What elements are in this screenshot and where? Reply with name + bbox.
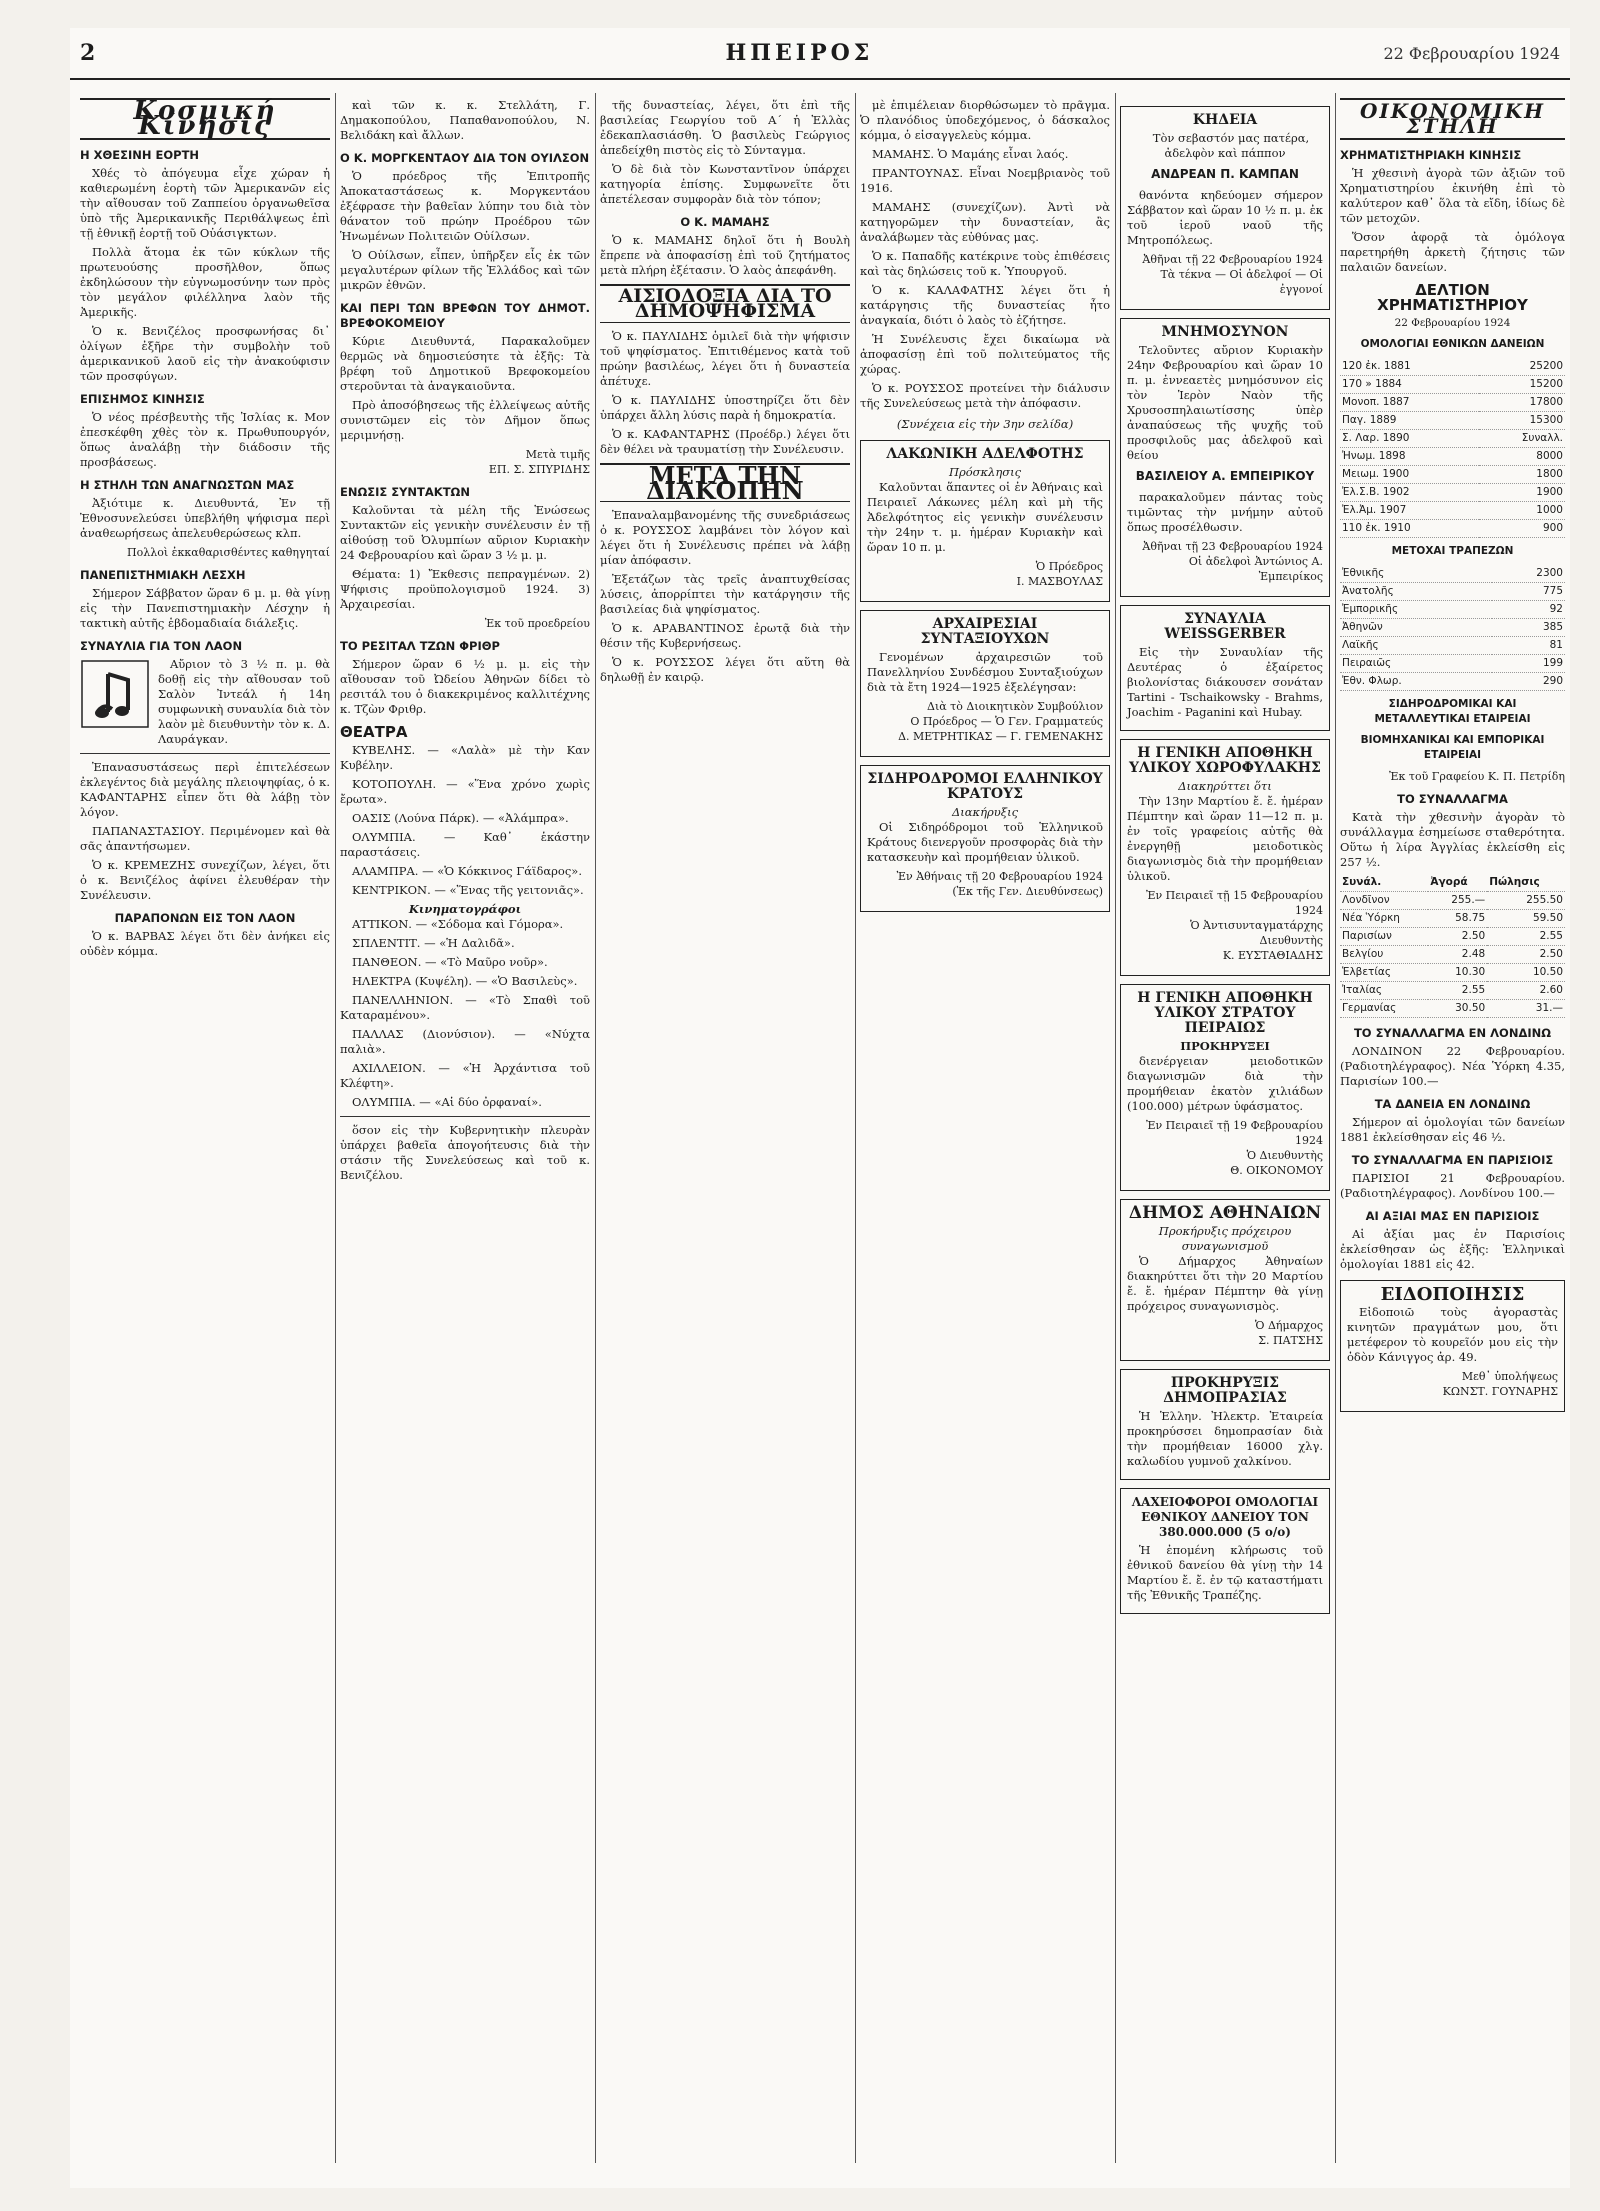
headline: ΧΡΗΜΑΤΙΣΤΗΡΙΑΚΗ ΚΙΝΗΣΙΣ <box>1340 148 1522 162</box>
continued-note: (Συνέχεια εἰς τὴν 3ην σελίδα) <box>896 417 1074 431</box>
headline: Ο Κ. ΜΑΜΑΗΣ <box>680 215 770 229</box>
banks-table <box>1340 565 1565 691</box>
column-3 <box>600 98 850 2158</box>
article-text: Ἀξιότιμε κ. Διευθυντά, Ἐν τῇ Ἐθνοσυνελεύσει ὑπεβλήθη ψήφισμα περὶ ἀναθεωρήσεως ἀπελευθερώσεως κλπ. <box>80 496 330 540</box>
listing: ΚΕΝΤΡΙΚΟΝ. — «Ἕνας τῆς γειτονιᾶς». <box>352 883 584 897</box>
row-label: Παρισίων <box>1340 928 1428 946</box>
table-row <box>1340 502 1565 520</box>
listing: ΚΥΒΕΛΗΣ. — «Λαλὰ» μὲ τὴν Καν Κυβέλην. <box>340 743 590 772</box>
article-text: Ὁ κ. ΠΑΥΛΙΔΗΣ ὑποστηρίζει ὅτι δὲν ὑπάρχει ἄλλη λύσις παρὰ ἡ δημοκρατία. <box>600 393 850 422</box>
article-text: μὲ ἐπιμέλειαν διορθώσωμεν τὸ πρᾶγμα. Ὁ πλανόδιος ὑποδεχόμενος, ὁ δάσκαλος κόμμα, ὁ εἰσαγγελεὺς κόμμα. <box>860 98 1110 142</box>
row-value: 2.50 <box>1487 946 1565 964</box>
newspaper-name: ΗΠΕΙΡΟΣ <box>725 40 874 66</box>
article-text: Ὅσον ἀφορᾷ τὰ ὁμόλογα παρετηρήθη ἀρκετὴ ζήτησις τῶν παλαιῶν δανείων. <box>1340 230 1565 274</box>
notice-text: Γενομένων ἀρχαιρεσιῶν τοῦ Πανελληνίου Συνδέσμου Συνταξιούχων διὰ τὰ ἔτη 1924—1925 ἐξελέγησαν: <box>867 650 1103 694</box>
deceased-name: ΒΑΣΙΛΕΙΟΥ Α. ΕΜΠΕΙΡΙΚΟΥ <box>1135 469 1315 483</box>
row-value: 385 <box>1492 619 1565 637</box>
row-label: Ἠνωμ. 1898 <box>1340 448 1479 466</box>
article-text: Ὁ δὲ διὰ τὸν Κωνσταντῖνον ὑπάρχει κατηγορία ἐπίσης. Συμφωνεῖτε ὅτι ἀπετέλεσαν συμφορὰν διὰ τὸν τόπον; <box>600 162 850 206</box>
article-text: Ὁ Οὐίλσων, εἶπεν, ὑπῆρξεν εἷς ἐκ τῶν μεγαλυτέρων φίλων τῆς Ἑλλάδος καὶ τῶν μικρῶν ἐθνῶν. <box>340 248 590 292</box>
notice-box <box>1120 1369 1330 1480</box>
signature: Μετὰ τιμῆς ΕΠ. Σ. ΣΠΥΡΙΔΗΣ <box>488 448 590 476</box>
banner-headline: ΜΕΤΑ ΤΗΝ ΔΙΑΚΟΠΗΝ <box>600 463 850 502</box>
row-label: Ἐθν. Φλωρ. <box>1340 673 1492 691</box>
column-6 <box>1340 98 1565 2158</box>
table-row <box>1340 964 1565 982</box>
article-text: Αὔριον τὸ 3 ½ π. μ. θὰ δοθῇ εἰς τὴν αἴθουσαν τοῦ Σαλὸν Ἰντεάλ ἡ 14η συμφωνικὴ συναυλία διὰ τὸν λαὸν μὲ διευθυντὴν τὸν κ. Δ. Λαυράγκαν. <box>158 657 330 746</box>
section-title-social: Κοσμική Κίνησις <box>80 98 330 140</box>
notice-box <box>860 610 1110 757</box>
issue-date: 22 Φεβρουαρίου 1924 <box>1383 43 1560 63</box>
notice-text: Ἡ Ἑλλην. Ἠλεκτρ. Ἑταιρεία προκηρύσσει δημοπρασίαν διὰ τὴν προμήθειαν 16000 χλγ. καλωδίου γυμνοῦ χαλκίνου. <box>1127 1409 1323 1468</box>
table-row <box>1340 910 1565 928</box>
listing: ΟΛΥΜΠΙΑ. — «Αἱ δύο ὀρφαναί». <box>352 1095 542 1109</box>
row-value: 59.50 <box>1487 910 1565 928</box>
table-row <box>1340 358 1565 376</box>
article-text: ΜΑΜΑΗΣ. Ὁ Μαμάης εἶναι λαός. <box>872 147 1069 161</box>
row-label: Βελγίου <box>1340 946 1428 964</box>
table-row <box>1340 412 1565 430</box>
notice-text: διενέργειαν μειοδοτικῶν διαγωνισμῶν διὰ τὴν προμήθειαν ἑκατὸν χιλιάδων (100.000) μέτρων ὑφάσματος. <box>1127 1054 1323 1113</box>
signature: Ἐν Ἀθήναις τῇ 20 Φεβρουαρίου 1924 (Ἐκ τῆς Γεν. Διευθύνσεως) <box>896 870 1103 898</box>
article-text: ΠΑΡΙΣΙΟΙ 21 Φεβρουαρίου. (Ραδιοτηλέγραφος). Λονδίνου 100.— <box>1340 1171 1565 1200</box>
article-text: Κατὰ τὴν χθεσινὴν ἀγορὰν τὸ συνάλλαγμα ἐσημείωσε σταθερότητα. Οὕτω ἡ λίρα Ἀγγλίας ἐκλείσθη εἰς 257 ½. <box>1340 810 1565 869</box>
row-value: 290 <box>1492 673 1565 691</box>
table-heading: ΟΜΟΛΟΓΙΑΙ ΕΘΝΙΚΩΝ ΔΑΝΕΙΩΝ <box>1360 338 1545 350</box>
article-text: καὶ τῶν κ. κ. Στελλάτη, Γ. Δημακοπούλου, Παπαθανοπούλου, Ν. Βελιδάκη καὶ ἄλλων. <box>340 98 590 142</box>
notice-box <box>1120 1488 1330 1614</box>
music-note-icon <box>80 659 150 729</box>
newspaper-page <box>70 28 1570 2188</box>
notice-title: ΛΑΧΕΙΟΦΟΡΟΙ ΟΜΟΛΟΓΙΑΙ ΕΘΝΙΚΟΥ ΔΑΝΕΙΟΥ ΤΟΝ 380.000.000 (5 ο/ο) <box>1131 1495 1319 1539</box>
article-text: ΛΟΝΔΙΝΟΝ 22 Φεβρουαρίου. (Ραδιοτηλέγραφος). Νέα Ὑόρκη 4.35, Παρισίων 100.— <box>1340 1044 1565 1088</box>
signature: Διὰ τὸ Διοικητικὸν Συμβούλιον Ο Πρόεδρος — Ὁ Γεν. Γραμματεύς Δ. ΜΕΤΡΗΤΙΚΑΣ — Γ. ΓΕΜΕΝΑΚΗΣ <box>898 700 1103 743</box>
notice-text: Οἱ Σιδηρόδρομοι τοῦ Ἑλληνικοῦ Κράτους διενεργοῦν προσφορὰς διὰ τὴν κατασκευὴν καὶ προμήθειαν ὑλικοῦ. <box>867 820 1103 864</box>
row-label: Ἐθνικῆς <box>1340 565 1492 583</box>
notice-title: ΣΥΝΑΥΛΙΑ WEISSGERBER <box>1164 611 1286 642</box>
headline: Η ΧΘΕΣΙΝΗ ΕΟΡΤΗ <box>80 148 200 162</box>
article-text: Ὁ κ. ΡΟΥΣΣΟΣ προτείνει τὴν διάλυσιν τῆς Συνελεύσεως μετὰ τὴν ἀπόφασιν. <box>860 381 1110 410</box>
theatre-heading: ΘΕΑΤΡΑ <box>340 723 408 741</box>
row-label: Παγ. 1889 <box>1340 412 1479 430</box>
listing: ΑΛΑΜΠΡΑ. — «Ὁ Κόκκινος Γάϊδαρος». <box>352 864 582 878</box>
signature: Ἐν Πειραιεῖ τῇ 15 Φεβρουαρίου 1924 Ὁ Ἀντισυνταγματάρχης Διευθυντὴς Κ. ΕΥΣΤΑΘΙΑΔΗΣ <box>1146 889 1323 962</box>
row-value: 1000 <box>1479 502 1565 520</box>
notice-text: Τὸν σεβαστόν μας πατέρα, ἀδελφὸν καὶ πάππον <box>1152 131 1310 160</box>
row-value: 10.30 <box>1428 964 1487 982</box>
row-label: Ἰταλίας <box>1340 982 1428 1000</box>
listing: ΣΠΛΕΝΤΙΤ. — «Ἡ Δαλιδᾶ». <box>352 936 515 950</box>
article-text: Ἐξετάζων τὰς τρεῖς ἀναπτυχθείσας λύσεις, ἀπορρίπτει τὴν κατάργησιν τῆς βασιλείας διὰ ψηφίσματος. <box>600 572 850 616</box>
row-value: 81 <box>1492 637 1565 655</box>
table-heading: ΒΙΟΜΗΧΑΝΙΚΑΙ ΚΑΙ ΕΜΠΟΡΙΚΑΙ ΕΤΑΙΡΕΙΑΙ <box>1360 734 1545 761</box>
table-row <box>1340 394 1565 412</box>
notice-title: Η ΓΕΝΙΚΗ ΑΠΟΘΗΚΗ ΥΛΙΚΟΥ ΧΩΡΟΦΥΛΑΚΗΣ <box>1129 745 1321 776</box>
table-row <box>1340 619 1565 637</box>
masthead <box>70 28 1570 80</box>
notice-subtitle: Διακήρυξις <box>951 805 1019 819</box>
article-text: Ὁ κ. ΚΑΦΑΝΤΑΡΗΣ (Προέδρ.) λέγει ὅτι δὲν θέλει νὰ τραυματίσῃ τὴν Συνέλευσιν. <box>600 427 850 456</box>
row-label: Ἐλ.Σ.Β. 1902 <box>1340 484 1479 502</box>
article-text: Ὁ κ. ΚΡΕΜΕΖΗΣ συνεχίζων, λέγει, ὅτι ὁ κ. Βενιζέλος ἀφίνει ἐλευθέραν τὴν Συνέλευσιν. <box>80 858 330 902</box>
column-rule <box>1115 93 1116 2163</box>
signature: Ἀθῆναι τῇ 23 Φεβρουαρίου 1924 Οἱ ἀδελφοὶ Ἀντώνιος Α. Ἐμπειρίκος <box>1142 540 1323 583</box>
row-label: Ἀνατολῆς <box>1340 583 1492 601</box>
notice-text: Τὴν 13ην Μαρτίου ἔ. ἔ. ἡμέραν Πέμπτην καὶ ὥραν 11—12 π. μ. ἐν τοῖς γραφείοις αὐτῆς θὰ ἐνεργηθῇ μειοδοτικὸς διαγωνισμὸς διὰ τὴν προμήθειαν ὑλικοῦ. <box>1127 794 1323 883</box>
table-row <box>1340 520 1565 538</box>
deceased-name: ΑΝΔΡΕΑΝ Π. ΚΑΜΠΑΝ <box>1151 167 1299 181</box>
notice-text: Ἡ ἐπομένη κλήρωσις τοῦ ἐθνικοῦ δανείου θὰ γίνῃ τὴν 14 Μαρτίου ἔ. ἔ. ἐν τῷ καταστήματι τῆς Ἐθνικῆς Τραπέζης. <box>1127 1543 1323 1602</box>
article-text: Ὁ κ. ΚΑΛΑΦΑΤΗΣ λέγει ὅτι ἡ κατάργησις τῆς δυναστείας ἦτο ἀναγκαία, διότι ὁ λαὸς τὸ ἐζήτησε. <box>860 283 1110 327</box>
notice-subtitle: Προκήρυξις πρόχειρου συναγωνισμοῦ <box>1158 1224 1292 1253</box>
row-value: 775 <box>1492 583 1565 601</box>
headline: ΣΥΝΑΥΛΙΑ ΓΙΑ ΤΟΝ ΛΑΟΝ <box>80 639 243 653</box>
table-row <box>1340 655 1565 673</box>
article-text: Ὁ κ. ΑΡΑΒΑΝΤΙΝΟΣ ἐρωτᾷ διὰ τὴν θέσιν τῆς Κυβερνήσεως. <box>600 621 850 650</box>
headline: ΤΟ ΣΥΝΑΛΛΑΓΜΑ ΕΝ ΠΑΡΙΣΙΟΙΣ <box>1351 1153 1554 1167</box>
table-row <box>1340 430 1565 448</box>
row-label: 110 ἐκ. 1910 <box>1340 520 1479 538</box>
notice-title: ΜΝΗΜΟΣΥΝΟΝ <box>1161 324 1289 340</box>
signature: Μεθ᾽ ὑπολήψεως ΚΩΝΣΤ. ΓΟΥΝΑΡΗΣ <box>1442 1370 1558 1398</box>
row-value: 255.— <box>1428 892 1487 910</box>
column-5 <box>1120 98 1330 2158</box>
column-header: Ἀγορά <box>1428 874 1487 892</box>
listing: ΚΟΤΟΠΟΥΛΗ. — «Ἕνα χρόνο χωρὶς ἔρωτα». <box>340 777 590 806</box>
table-heading: ΜΕΤΟΧΑΙ ΤΡΑΠΕΖΩΝ <box>1391 545 1514 557</box>
row-value: Συναλλ. <box>1479 430 1565 448</box>
notice-box <box>860 765 1110 912</box>
row-value: 1800 <box>1479 466 1565 484</box>
column-4 <box>860 98 1110 2158</box>
row-value: 25200 <box>1479 358 1565 376</box>
row-label: Λονδῖνον <box>1340 892 1428 910</box>
table-row <box>1340 601 1565 619</box>
notice-subtitle: Διακηρύττει ὅτι <box>1178 779 1272 793</box>
notice-box <box>1120 605 1330 731</box>
table-row <box>1340 448 1565 466</box>
listing: ΠΑΛΛΑΣ (Διονύσιον). — «Νύχτα παλιὰ». <box>340 1027 590 1056</box>
row-label: 170 » 1884 <box>1340 376 1479 394</box>
row-value: 900 <box>1479 520 1565 538</box>
row-label: Μειωμ. 1900 <box>1340 466 1479 484</box>
article-text: ὅσον εἰς τὴν Κυβερνητικὴν πλευρὰν ὑπάρχει βαθεῖα ἀπογοήτευσις διὰ τὴν στάσιν τῆς Συνελεύσεως καὶ τοῦ κ. Βενιζέλου. <box>340 1123 590 1182</box>
row-value: 2.50 <box>1428 928 1487 946</box>
row-label: Ἑλβετίας <box>1340 964 1428 982</box>
article-text: Αἱ ἀξίαι μας ἐν Παρισίοις ἐκλείσθησαν ὡς ἑξῆς: Ἑλληνικαὶ ὁμολογίαι 1881 εἰς 42. <box>1340 1227 1565 1271</box>
notice-text: Καλοῦνται ἅπαντες οἱ ἐν Ἀθήναις καὶ Πειραιεῖ Λάκωνες μέλη καὶ μὴ τῆς Ἀδελφότητος εἰς γενικὴν συνέλευσιν τὴν 24ην τ. μ. ἡμέραν Κυριακὴν καὶ ὥραν 10 π. μ. <box>867 480 1103 554</box>
signature: Ἐκ τοῦ προεδρείου <box>484 617 590 630</box>
table-row <box>1340 892 1565 910</box>
article-text: Ὁ κ. ΒΑΡΒΑΣ λέγει ὅτι δὲν ἀνήκει εἰς οὐδὲν κόμμα. <box>80 929 330 958</box>
article-text: Ὁ κ. ΠΑΥΛΙΔΗΣ ὁμιλεῖ διὰ τὴν ψήφισιν τοῦ ψηφίσματος. Ἐπιτιθέμενος κατὰ τοῦ πρώην βασιλέως, λέγει ὅτι ἡ δυναστεία ἀπέτυχε. <box>600 329 850 388</box>
signature: Ἀθῆναι τῇ 22 Φεβρουαρίου 1924 Τὰ τέκνα — Οἱ ἀδελφοί — Οἱ ἐγγονοί <box>1142 253 1323 296</box>
notice-text: παρακαλοῦμεν πάντας τοὺς τιμῶντας τὴν μνήμην αὐτοῦ ὅπως προσέλθωσιν. <box>1127 490 1323 534</box>
table-row <box>1340 946 1565 964</box>
divider <box>80 753 330 754</box>
notice-box <box>860 440 1110 602</box>
article-text: ΠΡΑΝΤΟΥΝΑΣ. Εἶναι Νοεμβριανὸς τοῦ 1916. <box>860 166 1110 195</box>
article-text: Ἡ χθεσινὴ ἀγορὰ τῶν ἀξιῶν τοῦ Χρηματιστηρίου ἐκινήθη ἐπὶ τὸ καλύτερον καθ᾽ ὅλα τὰ εἴδη, ἰδίως δὲ τῶν μετοχῶν. <box>1340 166 1565 225</box>
headline: ΕΝΩΣΙΣ ΣΥΝΤΑΚΤΩΝ <box>340 485 470 499</box>
signature: Πολλοὶ ἐκκαθαρισθέντες καθηγηταί <box>127 546 330 559</box>
headline: ΠΑΡΑΠΟΝΩΝ ΕΙΣ ΤΟΝ ΛΑΟΝ <box>114 911 296 925</box>
row-label: Νέα Ὑόρκη <box>1340 910 1428 928</box>
table-row <box>1340 484 1565 502</box>
listing: ΗΛΕΚΤΡΑ (Κυψέλη). — «Ὁ Βασιλεὺς». <box>352 974 578 988</box>
article-text: Πρὸ ἀποσόβησεως τῆς ἐλλείψεως αὐτῆς συνιστῶμεν εἰς τὸν Δῆμον ὅπως μεριμνήσῃ. <box>340 398 590 442</box>
table-row <box>1340 1000 1565 1018</box>
exchange-table <box>1340 874 1565 1018</box>
notice-title: ΕΙΔΟΠΟΙΗΣΙΣ <box>1380 1284 1525 1305</box>
article-text: Ἐπαναλαμβανομένης τῆς συνεδριάσεως ὁ κ. ΡΟΥΣΣΟΣ λαμβάνει τὸν λόγον καὶ λέγει ὅτι ἡ Συνέλευσις πρέπει νὰ λάβῃ μίαν ἀπόφασιν. <box>600 508 850 567</box>
notice-title: ΔΗΜΟΣ ΑΘΗΝΑΙΩΝ <box>1128 1203 1322 1223</box>
column-2 <box>340 98 590 2158</box>
row-label: Λαϊκῆς <box>1340 637 1492 655</box>
table-row <box>1340 583 1565 601</box>
notice-title: ΚΗΔΕΙΑ <box>1192 112 1258 128</box>
section-title-economy: ΟΙΚΟΝΟΜΙΚΗ ΣΤΗΛΗ <box>1340 98 1565 140</box>
column-header: Συνάλ. <box>1340 874 1428 892</box>
divider <box>340 1116 590 1117</box>
row-value: 17800 <box>1479 394 1565 412</box>
column-rule <box>855 93 856 2163</box>
notice-text: θανόντα κηδεύομεν σήμερον Σάββατον καὶ ὥραν 10 ½ π. μ. ἐκ τοῦ ἱεροῦ ναοῦ τῆς Μητροπόλεως. <box>1127 188 1323 247</box>
listing: ΑΤΤΙΚΟΝ. — «Σόδομα καὶ Γόμορα». <box>352 917 564 931</box>
column-rule <box>595 93 596 2163</box>
notice-title: ΠΡΟΚΗΡΥΞΙΣ ΔΗΜΟΠΡΑΣΙΑΣ <box>1163 1375 1287 1406</box>
article-text: Ὁ κ. ΜΑΜΑΗΣ δηλοῖ ὅτι ἡ Βουλὴ ἔπρεπε νὰ ἀποφασίσῃ ἐπὶ τοῦ ζητήματος μετὰ πλήρη ἐξέτασιν. Ὁ λαὸς ἀπεφάνθη. <box>600 233 850 277</box>
article-text: Σήμερον αἱ ὁμολογίαι τῶν δανείων 1881 ἐκλείσθησαν εἰς 46 ½. <box>1340 1115 1565 1144</box>
headline: ΕΠΙΣΗΜΟΣ ΚΙΝΗΣΙΣ <box>80 392 205 406</box>
row-label: Μονοπ. 1887 <box>1340 394 1479 412</box>
row-value: 31.— <box>1487 1000 1565 1018</box>
notice-text: Εἰδοποιῶ τοὺς ἀγοραστὰς κινητῶν πραγμάτων μου, ὅτι μετέφερον τὸ κουρεῖόν μου εἰς τὴν ὁδὸν Κάνιγγος ἀρ. 49. <box>1347 1305 1558 1364</box>
column-header: Πώλησις <box>1487 874 1565 892</box>
notice-title: ΣΙΔΗΡΟΔΡΟΜΟΙ ΕΛΛΗΝΙΚΟΥ ΚΡΑΤΟΥΣ <box>867 771 1103 802</box>
notice-box <box>1120 318 1330 597</box>
column-rule <box>1335 93 1336 2163</box>
bulletin-date: 22 Φεβρουαρίου 1924 <box>1394 317 1511 329</box>
article-text: Θέματα: 1) Ἔκθεσις πεπραγμένων. 2) Ψήφισις προϋπολογισμοῦ 1924. 3) Ἀρχαιρεσίαι. <box>340 567 590 611</box>
listing: ΟΑΣΙΣ (Λούνα Πάρκ). — «Ἀλάμπρα». <box>352 811 569 825</box>
row-value: 199 <box>1492 655 1565 673</box>
article-text: Πολλὰ ἄτομα ἐκ τῶν κύκλων τῆς πρωτευούσης προσῆλθον, ὅπως ἐκδηλώσουν τὴν εὐγνωμοσύνην των πρὸς τὸν μεγάλον φιλέλληνα λαὸν τῆς Ἀμερικῆς. <box>80 245 330 319</box>
page-number: 2 <box>80 40 96 66</box>
column-rule <box>335 93 336 2163</box>
headline: ΤΟ ΣΥΝΑΛΛΑΓΜΑ <box>1397 792 1508 806</box>
table-row <box>1340 982 1565 1000</box>
row-label: Ἀθηνῶν <box>1340 619 1492 637</box>
article-text: ΠΑΠΑΝΑΣΤΑΣΙΟΥ. Περιμένομεν καὶ θὰ σᾶς ἀπαντήσωμεν. <box>80 824 330 853</box>
signature: Ὁ Δήμαρχος Σ. ΠΑΤΣΗΣ <box>1255 1319 1323 1347</box>
row-label: Γερμανίας <box>1340 1000 1428 1018</box>
row-value: 1900 <box>1479 484 1565 502</box>
article-text: Σήμερον Σάββατον ὥραν 6 μ. μ. θὰ γίνῃ εἰς τὴν Πανεπιστημιακὴν Λέσχην ἡ τακτικὴ αὐτῆς ἑβδομαδιαία διάλεξις. <box>80 586 330 630</box>
article-text: Ὁ πρόεδρος τῆς Ἐπιτροπῆς Ἀποκαταστάσεως κ. Μοργκεντάου ἐξέφρασε τὴν βαθεῖαν λύπην του διὰ τὸν θάνατον τοῦ πρώην Προέδρου τῶν Ἡνωμένων Πολιτειῶν Οὐίλσων. <box>340 169 590 243</box>
listing: ΠΑΝΘΕΟΝ. — «Τὸ Μαῦρο νοῦρ». <box>352 955 548 969</box>
table-row <box>1340 466 1565 484</box>
article-text: ΜΑΜΑΗΣ (συνεχίζων). Ἀντὶ νὰ κατηγορῶμεν τὴν δυναστείαν, ἂς ἀναλάβωμεν τὰς εὐθύνας μας. <box>860 200 1110 244</box>
signature: Ἐκ τοῦ Γραφείου Κ. Π. Πετρίδη <box>1389 770 1565 783</box>
notice-title: Η ΓΕΝΙΚΗ ΑΠΟΘΗΚΗ ΥΛΙΚΟΥ ΣΤΡΑΤΟΥ ΠΕΙΡΑΙΩΣ <box>1137 990 1313 1036</box>
headline: Ο Κ. ΜΟΡΓΚΕΝΤΑΟΥ ΔΙΑ ΤΟΝ ΟΥΙΛΣΟΝ <box>340 151 590 165</box>
row-value: 10.50 <box>1487 964 1565 982</box>
row-value: 2.60 <box>1487 982 1565 1000</box>
table-header <box>1340 874 1565 892</box>
headline: ΚΑΙ ΠΕΡΙ ΤΩΝ ΒΡΕΦΩΝ ΤΟΥ ΔΗΜΟΤ. ΒΡΕΦΟΚΟΜΕΙΟΥ <box>340 301 590 330</box>
article-text: Καλοῦνται τὰ μέλη τῆς Ἑνώσεως Συντακτῶν εἰς γενικὴν συνέλευσιν ἐν τῇ αἰθούσῃ τοῦ Ὀλυμπίων αὔριον Κυριακὴν 24 Φεβρουαρίου καὶ ὥραν 3 ½ μ. μ. <box>340 503 590 562</box>
table-row <box>1340 376 1565 394</box>
notice-subtitle: Πρόσκλησις <box>948 465 1022 479</box>
notice-box <box>1120 984 1330 1191</box>
row-value: 92 <box>1492 601 1565 619</box>
headline: ΑΙ ΑΞΙΑΙ ΜΑΣ ΕΝ ΠΑΡΙΣΙΟΙΣ <box>1365 1209 1540 1223</box>
row-label: Ἐμπορικῆς <box>1340 601 1492 619</box>
banner-headline: ΑΙΣΙΟΔΟΞΙΑ ΔΙΑ ΤΟ ΔΗΜΟΨΗΦΙΣΜΑ <box>600 284 850 323</box>
headline: ΠΑΝΕΠΙΣΤΗΜΙΑΚΗ ΛΕΣΧΗ <box>80 568 246 582</box>
row-value: 2.55 <box>1487 928 1565 946</box>
row-label: 120 ἐκ. 1881 <box>1340 358 1479 376</box>
row-label: Πειραιῶς <box>1340 655 1492 673</box>
notice-text: Ὁ Δήμαρχος Ἀθηναίων διακηρύττει ὅτι τὴν 20 Μαρτίου ἔ. ἔ. ἡμέραν Πέμπτην θὰ γίνῃ πρόχειρος συναγωνισμὸς. <box>1127 1254 1323 1313</box>
notice-box <box>1120 739 1330 976</box>
article-text: Κύριε Διευθυντά, Παρακαλοῦμεν θερμῶς νὰ δημοσιεύσητε τὰ ἑξῆς: Τὰ βρέφη τοῦ Δημοτικοῦ Βρεφοκομείου στεροῦνται τὰ ἀναγκαιοῦντα. <box>340 334 590 393</box>
article-text: Ἐπανασυστάσεως περὶ ἐπιτελέσεων ἐκλεγέντος διὰ μεγάλης πλειοψηφίας, ὁ κ. ΚΑΦΑΝΤΑΡΗΣ εἶπεν ὅτι θὰ λάβῃ τὸν λόγον. <box>80 760 330 819</box>
headline: ΤΟ ΡΕΣΙΤΑΛ ΤΖΩΝ ΦΡΙΘΡ <box>340 639 500 653</box>
row-value: 58.75 <box>1428 910 1487 928</box>
notice-title: ΑΡΧΑΙΡΕΣΙΑΙ ΣΥΝΤΑΞΙΟΥΧΩΝ <box>920 616 1050 647</box>
row-value: 15200 <box>1479 376 1565 394</box>
listing: ΠΑΝΕΛΛΗΝΙΟΝ. — «Τὸ Σπαθὶ τοῦ Καταραμένου». <box>340 993 590 1022</box>
headline: Η ΣΤΗΛΗ ΤΩΝ ΑΝΑΓΝΩΣΤΩΝ ΜΑΣ <box>80 478 295 492</box>
headline: ΔΕΛΤΙΟΝ ΧΡΗΜΑΤΙΣΤΗΡΙΟΥ <box>1377 281 1528 314</box>
headline: ΤΑ ΔΑΝΕΙΑ ΕΝ ΛΟΝΔΙΝΩ <box>1374 1097 1531 1111</box>
row-value: 8000 <box>1479 448 1565 466</box>
article-text: Χθές τὸ ἀπόγευμα εἶχε χώραν ἡ καθιερωμένη ἑορτὴ τῶν Ἀμερικανῶν εἰς τὴν αἴθουσαν τοῦ Ζαππείου ὀργανωθεῖσα ὑπὸ τῆς Ἀμερικανικῆς Περιθάλψεως ἐπὶ τῇ ἐθνικῇ ἑορτῇ τοῦ Οὐάσιγκτων. <box>80 166 330 240</box>
table-row <box>1340 565 1565 583</box>
cinema-heading: Κινηματογράφοι <box>408 902 522 916</box>
column-1 <box>80 98 330 2158</box>
loans-table <box>1340 358 1565 538</box>
listing: ΟΛΥΜΠΙΑ. — Καθ᾽ ἑκάστην παραστάσεις. <box>340 830 590 859</box>
row-value: 2300 <box>1492 565 1565 583</box>
article-text: τῆς δυναστείας, λέγει, ὅτι ἐπὶ τῆς βασιλείας Γεωργίου τοῦ Α΄ ἡ Ἑλλὰς ἐδεκαπλασιάσθη. Ὁ βασιλεὺς Γεώργιος ἀπεδείχθη πιστὸς εἰς τὸ Σύνταγμα. <box>600 98 850 157</box>
notice-subtitle: ΠΡΟΚΗΡΥΞΕΙ <box>1180 1039 1270 1053</box>
row-value: 2.55 <box>1428 982 1487 1000</box>
table-heading: ΣΙΔΗΡΟΔΡΟΜΙΚΑΙ ΚΑΙ ΜΕΤΑΛΛΕΥΤΙΚΑΙ ΕΤΑΙΡΕΙΑΙ <box>1374 698 1531 725</box>
notice-title: ΛΑΚΩΝΙΚΗ ΑΔΕΛΦΟΤΗΣ <box>886 446 1084 462</box>
article-text: Ὁ κ. Παπαδῆς κατέκρινε τοὺς ἐπιθέσεις καὶ τὰς δηλώσεις τοῦ κ. Ὑπουργοῦ. <box>860 249 1110 278</box>
signature: Ὁ Πρόεδρος Ι. ΜΑΣΒΟΥΛΑΣ <box>1016 560 1103 588</box>
table-row <box>1340 673 1565 691</box>
article-text: Ἡ Συνέλευσις ἔχει δικαίωμα νὰ ἀποφασίσῃ ἐπὶ τοῦ πολιτεύματος τῆς χώρας. <box>860 332 1110 376</box>
table-row <box>1340 928 1565 946</box>
article-text: Ὁ νέος πρέσβευτὴς τῆς Ἰσλίας κ. Μον ἐπεσκέφθη χθὲς τὸν κ. Πρωθυπουργόν, ὅπως ἀναλάβῃ τὴν διάδοσιν τῆς προσβάσεως. <box>80 410 330 469</box>
article-text: Ὁ κ. Βενιζέλος προσφωνήσας δι᾽ ὀλίγων ἐξῆρε τὴν συμβολὴν τοῦ ἀμερικανικοῦ λαοῦ εἰς τὴν ἀνακούφισιν τῶν προσφύγων. <box>80 324 330 383</box>
notice-box <box>1120 106 1330 310</box>
headline: ΤΟ ΣΥΝΑΛΛΑΓΜΑ ΕΝ ΛΟΝΔΙΝΩ <box>1353 1026 1552 1040</box>
notice-text: Τελοῦντες αὔριον Κυριακὴν 24ην Φεβρουαρίου καὶ ὥραν 10 π. μ. ἐννεαετὲς μνημόσυνον εἰς τὸν Ἱερὸν Ναὸν τῆς Χρυσοσπηλαιωτίσσης ὑπὲρ ἀναπαύσεως τῆς ψυχῆς τοῦ προσφιλοῦς μας ἀδελφοῦ καὶ θείου <box>1127 343 1323 462</box>
row-label: Σ. Λαρ. 1890 <box>1340 430 1479 448</box>
article-text: Ὁ κ. ΡΟΥΣΣΟΣ λέγει ὅτι αὕτη θὰ δηλωθῇ ἐν καιρῷ. <box>600 655 850 684</box>
notice-text: Εἰς τὴν Συναυλίαν τῆς Δευτέρας ὁ ἐξαίρετος βιολονίστας διάκουσεν σονάταν Tartini - Tschaikowsky - Brahms, Joachim - Paganini καὶ Hubay. <box>1127 645 1323 719</box>
table-row <box>1340 637 1565 655</box>
notice-box <box>1120 1199 1330 1361</box>
article-text: Σήμερον ὥραν 6 ½ μ. μ. εἰς τὴν αἴθουσαν τοῦ Ὠδείου Ἀθηνῶν δίδει τὸ ρεσιτάλ του ὁ διακεκριμένος καλλιτέχνης κ. Τζὼν Φριθρ. <box>340 657 590 716</box>
notice-box <box>1340 1280 1565 1412</box>
row-value: 255.50 <box>1487 892 1565 910</box>
listing: ΑΧΙΛΛΕΙΟΝ. — «Ἡ Ἀρχάντισα τοῦ Κλέφτη». <box>340 1061 590 1090</box>
row-value: 15300 <box>1479 412 1565 430</box>
row-value: 2.48 <box>1428 946 1487 964</box>
row-label: Ἐλ.Ἀμ. 1907 <box>1340 502 1479 520</box>
row-value: 30.50 <box>1428 1000 1487 1018</box>
signature: Ἐν Πειραιεῖ τῇ 19 Φεβρουαρίου 1924 Ὁ Διευθυντὴς Θ. ΟΙΚΟΝΟΜΟΥ <box>1146 1119 1323 1177</box>
